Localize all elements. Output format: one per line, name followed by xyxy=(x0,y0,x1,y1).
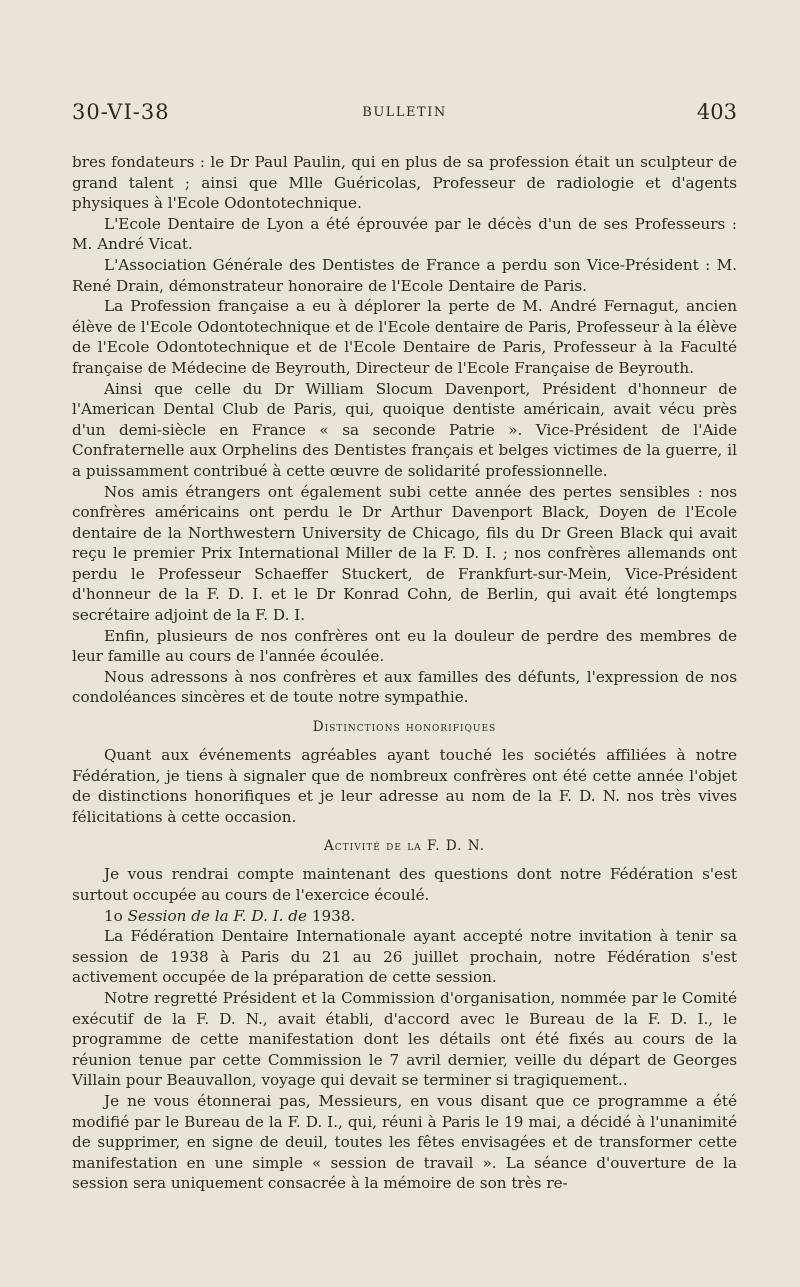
paragraph: bres fondateurs : le Dr Paul Paulin, qui en plus de sa profession était un sculpteur de grand talent ; ainsi que Mlle Guéricolas, Professeur de radiologie et d'agents physiques à l'Ecole Odontotechnique. xyxy=(72,153,737,213)
paragraph: Je ne vous étonnerai pas, Messieurs, en vous disant que ce programme a été modifié par le Bureau de la F. D. I., qui, réuni à Paris le 19 mai, a décidé à l'unanimité de supprimer, en signe de deuil, toutes les fêtes envisagées et de transformer cette manifestation en une simple « session de travail ». La séance d'ouverture de la session sera uniquement consacrée à la mémoire de son très re- xyxy=(72,1091,737,1193)
page-number: 403 xyxy=(696,100,737,124)
item-year: 1938. xyxy=(311,906,356,925)
item-number: 1o xyxy=(104,906,123,925)
paragraph: Enfin, plusieurs de nos confrères ont eu la douleur de perdre des membres de leur famille au cours de l'année écoulée. xyxy=(72,626,737,666)
paragraph: L'Ecole Dentaire de Lyon a été éprouvée par le décès d'un de ses Professeurs : M. André Vicat. xyxy=(72,214,737,254)
paragraph: Je vous rendrai compte maintenant des questions dont notre Fédération s'est surtout occupée au cours de l'exercice écoulé. xyxy=(72,865,737,904)
header-title: BULLETIN xyxy=(362,105,447,120)
paragraph: La Profession française a eu à déplorer la perte de M. André Fernagut, ancien élève de l'Ecole Odontotechnique et de l'Ecole dentaire de Paris, Professeur à la élève de l'Ecole Odontotechnique et de l'Ecole Dentaire de Paris, Professeur à la Faculté française de Médecine de Beyrouth, Directeur de l'Ecole Française de Beyrouth. xyxy=(72,297,737,377)
paragraph: Nous adressons à nos confrères et aux familles des défunts, l'expression de nos condoléances sincères et de toute notre sympathie. xyxy=(72,667,737,707)
numbered-item xyxy=(72,906,737,927)
paragraph: La Fédération Dentaire Internationale ayant accepté notre invitation à tenir sa session de 1938 à Paris du 21 au 26 juillet prochain, notre Fédération s'est activement occupée de la préparation de cette session. xyxy=(72,927,737,987)
paragraph: L'Association Générale des Dentistes de France a perdu son Vice-Président : M. René Drain, démonstrateur honoraire de l'Ecole Dentaire de Paris. xyxy=(72,255,737,295)
section-heading-distinctions: Distinctions honorifiques xyxy=(312,719,497,736)
running-header xyxy=(72,100,737,130)
paragraph: Nos amis étrangers ont également subi cette année des pertes sensibles : nos confrères américains ont perdu le Dr Arthur Davenport Black, Doyen de l'Ecole dentaire de la Northwestern University de Chicago, fils du Dr Green Black qui avait reçu le premier Prix International Miller de la F. D. I. ; nos confrères allemands ont perdu le Professeur Schaeffer Stuckert, de Frankfurt-sur-Mein, Vice-Président d'honneur de la F. D. I. et le Dr Konrad Cohn, de Berlin, qui avait été longtemps secrétaire adjoint de la F. D. I. xyxy=(72,482,737,625)
paragraph: Notre regretté Président et la Commission d'organisation, nommée par le Comité exécutif de la F. D. N., avait établi, d'accord avec le Bureau de la F. D. I., le programme de cette manifestation dont les détails ont été fixés au cours de la réunion tenue par cette Commission le 7 avril dernier, veille du départ de Georges Villain pour Beauvallon, voyage qui devait se terminer si tragiquement.. xyxy=(72,988,737,1090)
page-body xyxy=(72,152,737,1194)
paragraph: Ainsi que celle du Dr William Slocum Davenport, Président d'honneur de l'American Dental Club de Paris, qui, quoique dentiste américain, avait vécu près d'un demi-siècle en France « sa seconde Patrie ». Vice-Président de l'Aide Confraternelle aux Orphelins des Dentistes français et belges victimes de la guerre, il a puissamment contribué à cette œuvre de solidarité professionnelle. xyxy=(72,379,737,480)
section-heading-activite: Activité de la F. D. N. xyxy=(324,838,485,855)
paragraph: Quant aux événements agréables ayant touché les sociétés affiliées à notre Fédération, je tiens à signaler que de nombreux confrères ont été cette année l'objet de distinctions honorifiques et je leur adresse au nom de la F. D. N. nos très vives félicitations à cette occasion. xyxy=(72,746,737,826)
header-date: 30-VI-38 xyxy=(72,100,170,124)
item-title: Session de la F. D. I. de xyxy=(127,906,307,925)
